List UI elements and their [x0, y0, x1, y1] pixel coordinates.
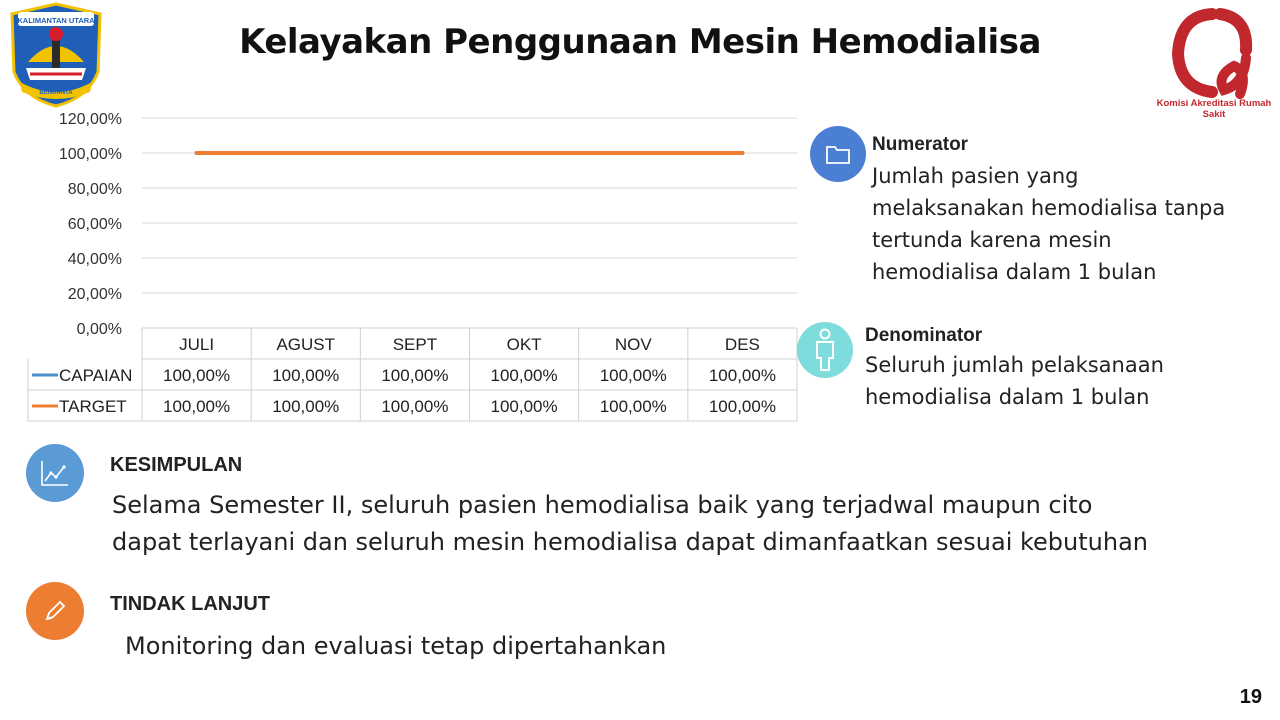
numerator-line: tertunda karena mesin [872, 228, 1112, 252]
tindak-lanjut-title: TINDAK LANJUT [110, 593, 270, 615]
x-category-label: DES [724, 335, 760, 354]
numerator-line: hemodialisa dalam 1 bulan [872, 260, 1157, 284]
data-label: 100,00% [708, 397, 776, 416]
y-tick-label: 80,00% [67, 181, 122, 198]
x-category-label: AGUST [276, 335, 336, 354]
page-number: 19 [1239, 686, 1262, 708]
data-label: 100,00% [381, 366, 449, 385]
x-category-label: OKT [506, 335, 542, 354]
kesimpulan-line: Selama Semester II, seluruh pasien hemodialisa baik yang terjadwal maupun cito [112, 491, 1093, 519]
person-icon [813, 328, 837, 372]
y-axis-ticks [59, 111, 122, 338]
kesimpulan-line: dapat terlayani dan seluruh mesin hemodialisa dapat dimanfaatkan sesuai kebutuhan [112, 528, 1148, 556]
pencil-icon-circle [26, 582, 84, 640]
denominator-line: hemodialisa dalam 1 bulan [865, 385, 1150, 409]
x-category-label: SEPT [392, 335, 438, 354]
data-label: 100,00% [599, 397, 667, 416]
y-tick-label: 20,00% [67, 286, 122, 303]
line-chart-icon [40, 459, 70, 487]
denominator-text [865, 349, 1164, 413]
data-label: 100,00% [272, 366, 340, 385]
y-tick-label: 120,00% [58, 111, 122, 128]
numerator-line: melaksanakan hemodialisa tanpa [872, 196, 1226, 220]
data-label: 100,00% [708, 366, 776, 385]
tindak-lanjut-text: Monitoring dan evaluasi tetap dipertahankan [125, 632, 667, 660]
folder-icon [825, 143, 851, 165]
line-chart [0, 100, 810, 430]
person-icon-circle [797, 322, 853, 378]
chart-gridlines [142, 118, 797, 293]
kesimpulan-title: KESIMPULAN [110, 454, 243, 476]
emblem-top-text: KALIMANTAN UTARA [17, 16, 95, 25]
denominator-title: Denominator [865, 325, 983, 346]
x-category-label: NOV [614, 335, 652, 354]
pencil-icon [42, 598, 68, 624]
numerator-title: Numerator [872, 134, 969, 155]
legend-label: TARGET [59, 397, 127, 416]
data-table [28, 328, 797, 421]
kalimantan-utara-emblem [8, 2, 104, 108]
denominator-line: Seluruh jumlah pelaksanaan [865, 353, 1164, 377]
slide-title: Kelayakan Penggunaan Mesin Hemodialisa [239, 22, 1041, 62]
folder-icon-circle [810, 126, 866, 182]
data-label: 100,00% [599, 366, 667, 385]
data-label: 100,00% [490, 366, 558, 385]
y-tick-label: 0,00% [76, 321, 122, 338]
legend-label: CAPAIAN [59, 366, 133, 385]
kars-label: Komisi Akreditasi Rumah Sakit [1156, 98, 1272, 120]
y-tick-label: 40,00% [67, 251, 122, 268]
data-label: 100,00% [163, 397, 231, 416]
y-tick-label: 60,00% [67, 216, 122, 233]
kesimpulan-text [112, 487, 1148, 561]
numerator-line: Jumlah pasien yang [872, 164, 1079, 188]
data-label: 100,00% [490, 397, 558, 416]
data-label: 100,00% [272, 397, 340, 416]
chart-icon-circle [26, 444, 84, 502]
x-category-label: JULI [179, 335, 215, 354]
emblem-bottom-text: BENUANTA [39, 90, 73, 96]
data-label: 100,00% [163, 366, 231, 385]
numerator-text [872, 160, 1225, 288]
data-label: 100,00% [381, 397, 449, 416]
y-tick-label: 100,00% [58, 146, 122, 163]
